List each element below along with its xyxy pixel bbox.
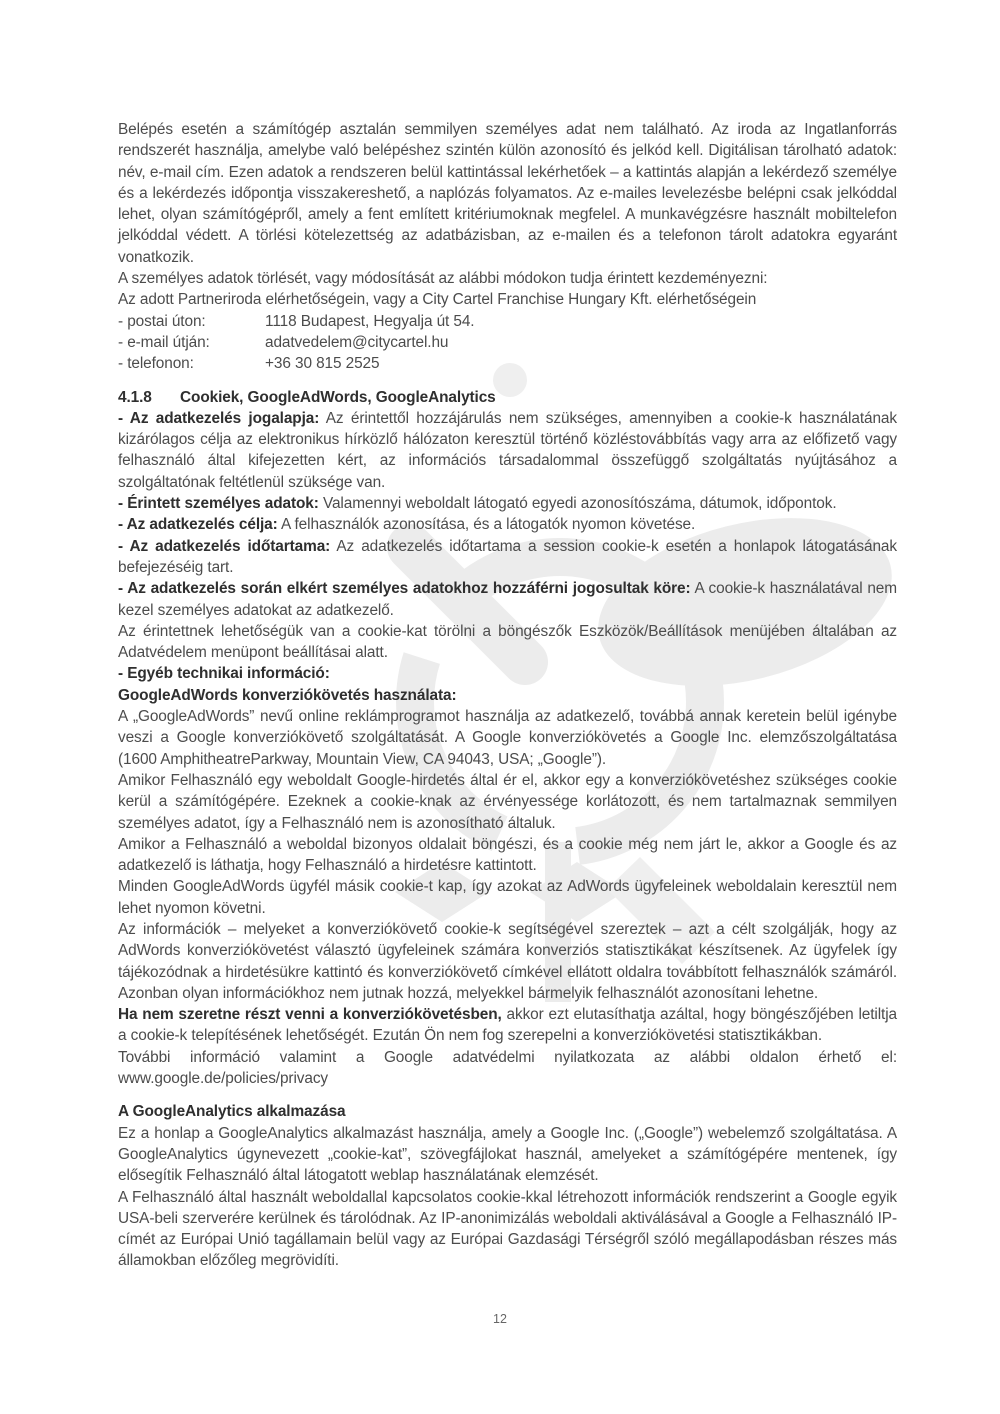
section-heading-4-1-8 [118,387,897,408]
contact-label: - postai úton: [118,312,206,330]
paragraph-analytics-1: Ez a honlap a GoogleAnalytics alkalmazást használja, amely a Google Inc. („Google”) webelemző szolgáltatása. A GoogleAnalytics úgynevezett „cookie-kat”, szövegfájlokat használ, amelyeket a számítógépére mentenek, így elősegítik Felhasználó által látogatott weblap használatának elemzését. [118,1124,897,1185]
section-title: Cookiek, GoogleAdWords, GoogleAnalytics [180,388,496,406]
postal-address: 1118 Budapest, Hegyalja út 54. [265,312,475,330]
paragraph-more-info: További információ valamint a Google adatvédelmi nyilatkozata az alábbi oldalon érhető el: [118,1048,897,1066]
paragraph-text: akkor ezt elutasíthatja azáltal, hogy böngészőjében letiltja a cookie-k telepítésének lehetőségét. Ezután Ön nem fog szerepelni a konverziókövetési statisztikákban. [118,1006,897,1045]
paragraph-personal-data [118,493,897,514]
paragraph-duration [118,536,897,579]
paragraph-access-rights [118,578,897,621]
paragraph-purpose [118,514,897,535]
paragraph-text: A felhasználók azonosítása, és a látogatók nyomon követése. [277,516,696,534]
paragraph-other-tech: - Egyéb technikai információ: [118,665,330,683]
analytics-heading: A GoogleAnalytics alkalmazása [118,1103,346,1121]
paragraph-adwords-2: Amikor Felhasználó egy weboldalt Google-hirdetés által ér el, akkor egy a konverziókövetéshez szükséges cookie kerül a számítógépére. Ezeknek a cookie-knak az érvényessége korlátozott, és nem tartalmaznak semmilyen személyes adatot, így a Felhasználó nem is azonosítható általuk. [118,771,897,832]
contact-row-phone [118,353,897,374]
section-number: 4.1.8 [118,388,152,406]
page-number: 12 [493,1312,507,1326]
privacy-url: www.google.de/policies/privacy [118,1070,329,1088]
paragraph-lead: - Az adatkezelés időtartama: [118,537,331,555]
paragraph-lead: Ha nem szeretne részt venni a konverziókövetésben, [118,1006,502,1024]
contact-label: - e-mail útján: [118,333,210,351]
paragraph-lead: - Érintett személyes adatok: [118,495,319,513]
contact-row-postal [118,311,897,332]
paragraph-adwords-1: A „GoogleAdWords” nevű online reklámprogramot használja az adatkezelő, továbbá annak keretein belül igénybe veszi a Google konverziókövető szolgáltatását. A Google konverziókövetés a Google Inc. elemzőszolgáltatása (1600 AmphitheatreParkway, Mountain View, CA 94043, USA; „Google”). [118,708,897,768]
paragraph-text: A cookie-k használatával nem kezel személyes adatokat az adatkezelő. [118,580,897,619]
paragraph-intro: Belépés esetén a számítógép asztalán semmilyen személyes adat nem található. Az iroda az Ingatlanforrás rendszerét használja, amelybe való belépéshez szintén külön azonosító és jelkód kell. Digitálisan tárolható adatok: név, e-mail cím. Ezen adatok a rendszeren belül kattintással lekérhetőek – a kattintás alapján a lekérdező személye és a lekérdezés időpontja visszakereshető, a naplózás folyamatos. Az e-mailes levelezésbe belépni csak jelkóddal lehet, olyan számítógépről, amely a fent említett kritériumoknak megfelel. A munkavégzésre használt mobiltelefon jelkóddal védett. A törlési kötelezettség az adatbázisban, az e-mailen és a telefonon tárolt adatokra egyaránt vonatkozik. [118,121,897,266]
paragraph-legal-basis [118,408,897,493]
paragraph-lead: - Az adatkezelés jogalapja: [118,409,320,427]
contact-label: - telefonon: [118,355,194,373]
paragraph-text: Valamennyi weboldalt látogató egyedi azonosítószáma, dátumok, időpontok. [318,495,837,513]
email-address: adatvedelem@citycartel.hu [265,333,449,351]
paragraph-adwords-5: Az információk – melyeket a konverziókövető cookie-k segítségével szereztek – azt a célt szolgálják, hogy az AdWords konverziókövetést választó ügyfeleinek számára konverziós statisztikákat készítsenek. Az ügyfelek így tájékozódnak a hirdetésükre kattintó és konverziókövető címkével ellátott oldalra továbbított felhasználók számáról. Azonban olyan információkhoz nem jutnak hozzá, melyekkel bármelyik felhasználót azonosítani lehetne. [118,920,897,1002]
paragraph-optout [118,1004,897,1047]
phone-number: +36 30 815 2525 [265,355,380,373]
contact-row-email [118,332,897,353]
paragraph-text: Az érintettől hozzájárulás nem szükséges, amennyiben a cookie-k használatának kizárólagos célja az elektronikus hírközlő hálózaton keresztül történő közléstovábbítás vagy arra az előfizető vagy felhasználó által kifejezetten kért, az információs társadalommal összefüggő szolgáltatás nyújtásához a szolgáltatónak feltétlenül szüksége van. [118,409,897,491]
adwords-heading: GoogleAdWords konverziókövetés használata: [118,686,457,704]
paragraph-adwords-3: Amikor a Felhasználó a weboldal bizonyos oldalait böngészi, és a cookie még nem járt le, akkor a Google és az adatkezelő is láthatja, hogy Felhasználó a hirdetésre kattintott. [118,835,897,875]
paragraph-adwords-4: Minden GoogleAdWords ügyfél másik cookie-t kap, így azokat az AdWords ügyfeleinek weboldalain keresztül nem lehet nyomon követni. [118,878,897,917]
paragraph-cookie-delete: Az érintettnek lehetőségük van a cookie-kat törölni a böngészők Eszközök/Beállítások menüjében általában az Adatvédelem menüpont beállításai alatt. [118,622,897,662]
paragraph-analytics-2: A Felhasználó által használt weboldallal kapcsolatos cookie-kkal létrehozott információk rendszerint a Google egyik USA-beli szerverére kerülnek és tárolódnak. Az IP-anonimizálás weboldali aktiválásával a Google a Felhasználó IP-címét az Európai Unió tagállamain belül vagy az Európai Gazdasági Térségről szóló megállapodásban részes más államokban előzőleg megrövidíti. [118,1188,897,1270]
paragraph-lead: - Az adatkezelés célja: [118,516,278,534]
page-content [118,119,897,1272]
paragraph-contact-intro: Az adott Partneriroda elérhetőségein, vagy a City Cartel Franchise Hungary Kft. elérhetőségein [118,291,757,309]
paragraph-text: Az adatkezelés időtartama a session cookie-k esetén a honlapok látogatásának befejezéséig tart. [118,537,897,576]
paragraph-lead: - Az adatkezelés során elkért személyes adatokhoz hozzáférni jogosultak köre: [118,580,691,598]
paragraph-delete-intro: A személyes adatok törlését, vagy módosítását az alábbi módokon tudja érintett kezdeményezni: [118,270,768,288]
